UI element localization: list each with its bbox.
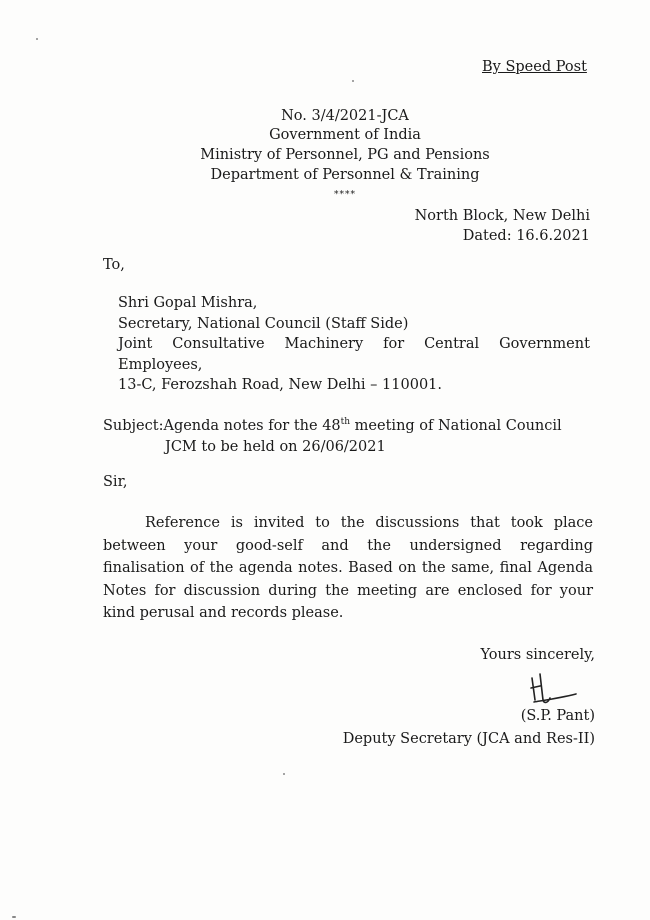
scan-speck [283,773,285,775]
body-line: Reference is invited to the discussions that took place [145,515,593,531]
scan-speck [36,38,38,40]
signatory-designation: Deputy Secretary (JCA and Res-II) [342,731,595,747]
addressee-organisation-line1 [118,336,590,352]
file-number: No. 3/4/2021-JCA [281,108,409,124]
org-word: Joint [118,336,153,352]
scan-speck [352,80,354,82]
org-word: Government [499,336,590,352]
place: North Block, New Delhi [414,208,590,224]
closing: Yours sincerely, [480,647,595,663]
date: Dated: 16.6.2021 [462,228,590,244]
signature [526,670,582,710]
government-line: Government of India [269,127,421,143]
subject-text: Agenda notes for the 48 [163,417,341,434]
subject-label: Subject: [103,417,164,434]
subject-line2: JCM to be held on 26/06/2021 [165,439,386,455]
subject-superscript: th [340,417,351,427]
department-line: Department of Personnel & Training [210,167,480,183]
subject-line1 [103,417,562,434]
salutation: Sir, [103,474,128,490]
body-line: Notes for discussion during the meeting are enclosed for your [103,582,593,599]
org-word: Consultative [172,336,265,352]
ministry-line: Ministry of Personnel, PG and Pensions [200,147,490,163]
org-word: Central [424,336,480,352]
body-paragraph [103,512,593,625]
body-line: finalisation of the agenda notes. Based on the same, final Agenda [103,560,593,576]
scan-speck [12,916,16,918]
signatory-name: (S.P. Pant) [520,708,595,724]
addressee-designation: Secretary, National Council (Staff Side) [118,316,409,332]
org-word: Machinery [284,336,364,352]
body-line: kind perusal and records please. [103,605,344,621]
addressee-name: Shri Gopal Mishra, [118,295,258,311]
to-label: To, [103,257,125,273]
org-word: for [383,336,405,352]
delivery-mode: By Speed Post [482,59,587,75]
addressee-address: 13-C, Ferozshah Road, New Delhi – 110001. [118,377,442,393]
addressee-organisation-line2: Employees, [118,357,203,373]
header-separator: **** [334,190,356,200]
subject-text-cont: meeting of National Council [350,417,562,434]
body-line: between your good-self and the undersigned regarding [103,537,593,554]
